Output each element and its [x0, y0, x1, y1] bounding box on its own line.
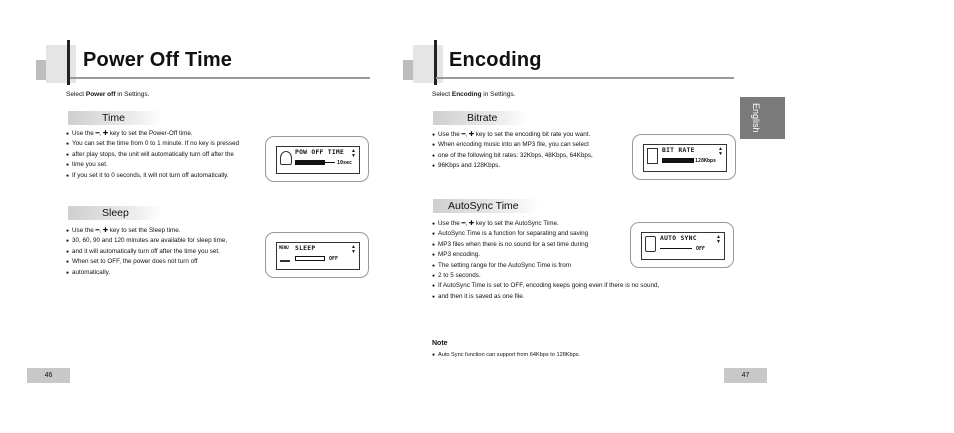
up-down-icon: ▲ ▼ [351, 148, 356, 159]
bitrate-icon [647, 148, 658, 164]
note-heading: Note [432, 340, 448, 347]
menu-icon: MENU [279, 245, 289, 250]
autosync-icon [645, 236, 656, 252]
list-item: ● automatically. [66, 268, 266, 278]
page-title: Encoding [449, 49, 542, 71]
section-heading-autosync: AutoSync Time [433, 199, 539, 213]
lcd-value: 10sec [337, 160, 353, 166]
list-item: ● 96Kbps and 128Kbps. [432, 161, 632, 171]
page-number: 47 [724, 368, 767, 383]
list-item: ● 2 to 5 seconds. [432, 271, 712, 281]
list-item: ● If AutoSync Time is set to OFF, encoding keeps going even if there is no sound, [432, 281, 712, 291]
lcd-display [630, 222, 734, 268]
language-tab: English [740, 97, 785, 139]
lcd-value: OFF [696, 246, 706, 252]
page-title: Power Off Time [83, 49, 233, 71]
bar-fill [662, 158, 694, 163]
list-item: ● one of the following bit rates: 32Kbps, 48Kbps, 64Kbps, [432, 151, 632, 161]
sleep-bullets [66, 226, 266, 278]
lcd-value: 128Kbps [695, 158, 717, 164]
title-rule [436, 77, 734, 79]
list-item: ● time you set. [66, 160, 266, 170]
list-item: ● Use the ━, ✚ key to set the AutoSync Time. [432, 219, 712, 229]
lcd-label: AUTO SYNC [660, 235, 697, 242]
list-item: ● after play stops, the unit will automatically turn off after the [66, 150, 266, 160]
list-item: ● and it will automatically turn off after the time you set. [66, 247, 266, 257]
list-item: ● When encoding music into an MP3 file, you can select [432, 140, 632, 150]
list-item: ● Use the ━, ✚ key to set the encoding bit rate you want. [432, 130, 632, 140]
lcd-display [265, 232, 369, 278]
up-down-icon: ▲ ▼ [351, 244, 356, 255]
list-item: ● and then it is saved as one file. [432, 292, 712, 302]
list-item: ● Use the ━, ✚ key to set the Power-Off time. [66, 129, 266, 139]
lcd-display [265, 136, 369, 182]
section-heading-bitrate: Bitrate [433, 111, 527, 125]
page-number: 46 [27, 368, 70, 383]
note-bullets [432, 350, 692, 360]
list-item: ● You can set the time from 0 to 1 minute. If no key is pressed [66, 139, 266, 149]
bitrate-bullets [432, 130, 632, 172]
list-item: ● When set to OFF, the power does not turn off [66, 257, 266, 267]
intro-text: Select Power off in Settings. [66, 91, 150, 98]
list-item: ● Use the ━, ✚ key to set the Sleep time. [66, 226, 266, 236]
title-rule [70, 77, 370, 79]
list-item: ● MP3 files when there is no sound for a set time during [432, 240, 712, 250]
sleep-icon [280, 252, 290, 262]
section-heading-sleep: Sleep [68, 206, 162, 220]
lcd-label: BIT RATE [662, 147, 695, 154]
up-down-icon: ▲ ▼ [718, 146, 723, 157]
list-item: ● Auto Sync function can support from 64Kbps to 128Kbps. [432, 350, 692, 360]
bar-fill [295, 160, 325, 165]
lcd-label: SLEEP [295, 245, 316, 252]
alarm-icon [280, 151, 292, 165]
intro-text: Select Encoding in Settings. [432, 91, 516, 98]
list-item: ● AutoSync Time is a function for separating and saving [432, 229, 712, 239]
list-item: ● 30, 60, 90 and 120 minutes are available for sleep time, [66, 236, 266, 246]
list-item: ● If you set it to 0 seconds, it will not turn off automatically. [66, 171, 266, 181]
lcd-value: OFF [329, 256, 339, 262]
time-bullets [66, 129, 266, 181]
lcd-display [632, 134, 736, 180]
section-heading-time: Time [68, 111, 162, 125]
up-down-icon: ▲ ▼ [716, 234, 721, 245]
list-item: ● MP3 encoding. [432, 250, 712, 260]
lcd-label: POW OFF TIME [295, 149, 345, 156]
list-item: ● The setting range for the AutoSync Time is from [432, 261, 712, 271]
